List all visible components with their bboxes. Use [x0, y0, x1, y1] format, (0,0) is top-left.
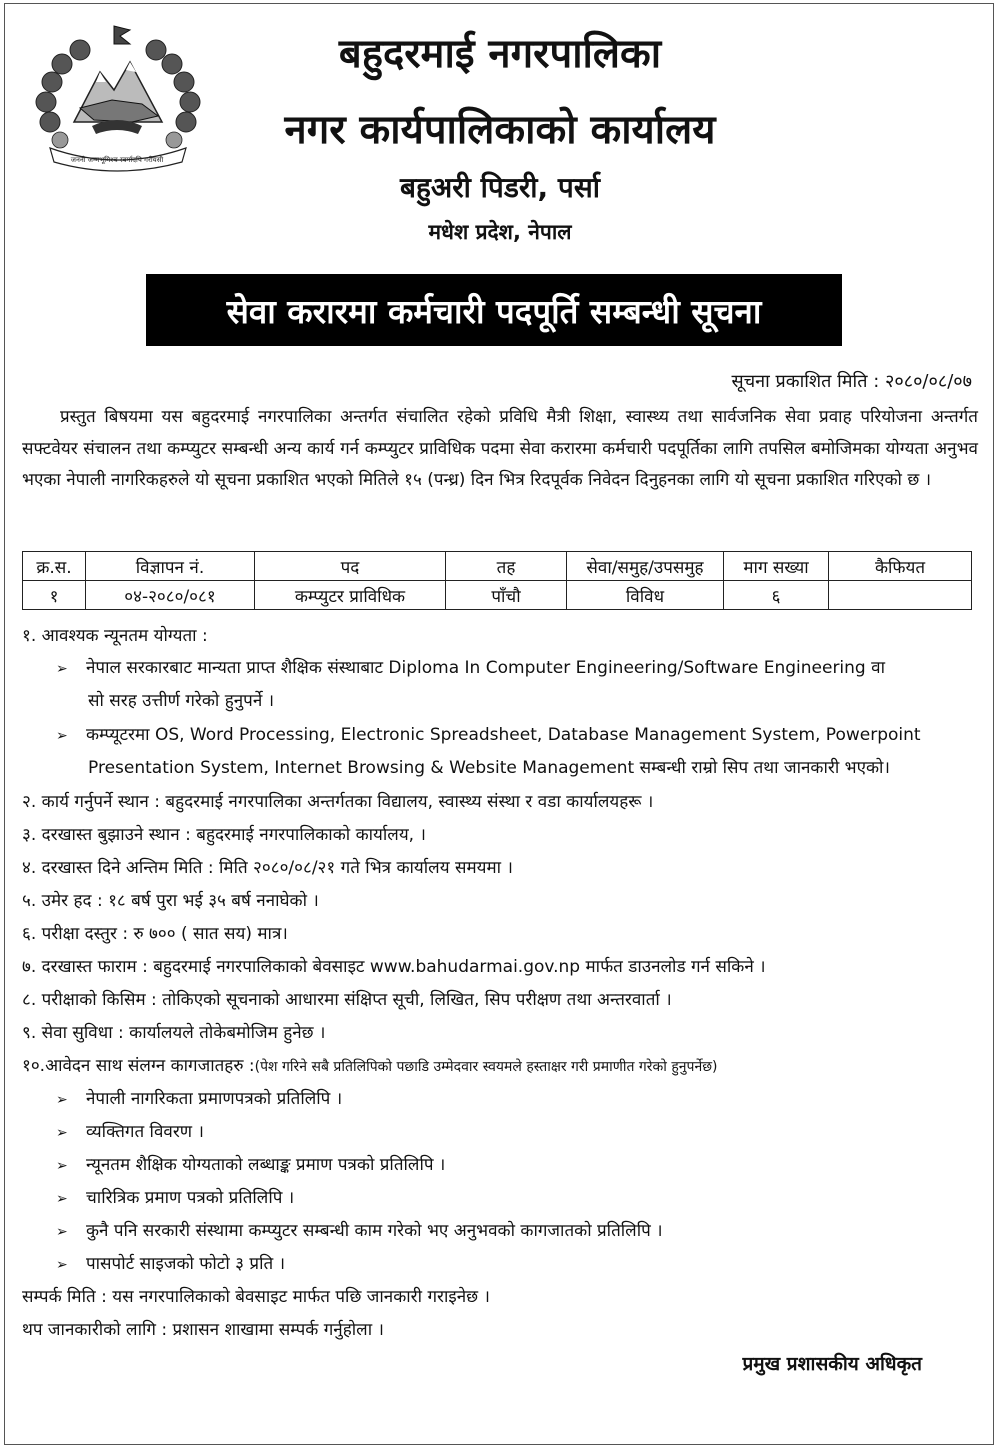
more-info: थप जानकारीको लागि : प्रशासन शाखामा सम्पर्क गर्नुहोला ।: [22, 1320, 384, 1340]
office-address: बहुअरी पिडरी, पर्सा: [399, 171, 600, 204]
cell-post: कम्प्युटर प्राविधिक: [255, 581, 446, 610]
qualification-heading: १. आवश्यक न्यूनतम योग्यता :: [22, 626, 208, 646]
col-demand-count: माग सख्या: [724, 552, 829, 581]
exam-type: ८. परीक्षाको किसिम : तोकिएको सूचनाको आधारमा संक्षिप्त सूची, लिखित, सिप परीक्षण तथा अन्तरवार्ता ।: [22, 990, 672, 1010]
document-item: [56, 1119, 204, 1142]
application-form: ७. दरखास्त फाराम : बहुदरमाई नगरपालिकाको बेवसाइट www.bahudarmai.gov.np मार्फत डाउनलोड गर्न सकिने ।: [22, 957, 766, 977]
notice-title-banner: सेवा करारमा कर्मचारी पदपूर्ति सम्बन्धी सूचना: [146, 274, 842, 346]
col-ad-number: विज्ञापन नं.: [86, 552, 255, 581]
submission-place: ३. दरखास्त बुझाउने स्थान : बहुदरमाई नगरपालिकाको कार्यालय, ।: [22, 825, 426, 845]
qualification-1-continued: सो सरह उत्तीर्ण गरेको हुनुपर्ने ।: [88, 691, 275, 711]
deadline: ४. दरखास्त दिने अन्तिम मिति : मिति २०८०/०८/२१ गते भित्र कार्यालय समयमा ।: [22, 858, 513, 878]
arrow-bullet-icon: ➢: [56, 728, 68, 744]
document-item-text: व्यक्तिगत विवरण ।: [86, 1122, 204, 1142]
vacancy-table: [22, 551, 972, 610]
col-level: तह: [446, 552, 567, 581]
qualification-item-2: [56, 722, 921, 745]
office-name: नगर कार्यपालिकाको कार्यालय: [284, 107, 716, 153]
document-item-text: कुनै पनि सरकारी संस्थामा कम्प्युटर सम्बन्धी काम गरेको भए अनुभवको कागजातको प्रतिलिपि ।: [86, 1221, 663, 1241]
cell-demand-count: ६: [724, 581, 829, 610]
qualification-2-text: कम्प्यूटरमा OS, Word Processing, Electronic Spreadsheet, Database Management System, Powerpoint: [86, 725, 921, 745]
province-country: मधेश प्रदेश, नेपाल: [428, 220, 572, 244]
col-post: पद: [255, 552, 446, 581]
attached-documents-label: १०.आवेदन साथ संलग्न कागजातहरु :: [22, 1056, 255, 1076]
col-service-group: सेवा/समुह/उपसमुह: [567, 552, 724, 581]
table-header-row: [23, 552, 972, 581]
qualification-1-text: नेपाल सरकारबाट मान्यता प्राप्त शैक्षिक संस्थाबाट Diploma In Computer Engineering/Software Engineering वा: [86, 658, 885, 678]
emblem-motto: जननी जन्मभूमिश्च स्वर्गादपि गरीयसी: [70, 156, 164, 164]
document-item-text: नेपाली नागरिकता प्रमाणपत्रको प्रतिलिपि ।: [86, 1089, 343, 1109]
document-item-text: न्यूनतम शैक्षिक योग्यताको लब्धाङ्क प्रमाण पत्रको प्रतिलिपि ।: [86, 1155, 446, 1175]
attached-documents-heading: [22, 1053, 718, 1076]
signatory-title: प्रमुख प्रशासकीय अधिकृत: [742, 1353, 922, 1375]
contact-date: सम्पर्क मिति : यस नगरपालिकाको बेवसाइट मार्फत पछि जानकारी गराइनेछ ।: [22, 1287, 490, 1307]
document-item: [56, 1218, 663, 1241]
document-item: [56, 1185, 294, 1208]
document-item-text: पासपोर्ट साइजको फोटो ३ प्रति ।: [86, 1254, 286, 1274]
cell-level: पाँचौ: [446, 581, 567, 610]
document-item: [56, 1086, 342, 1109]
arrow-bullet-icon: ➢: [56, 1158, 68, 1174]
document-item-text: चारित्रिक प्रमाण पत्रको प्रतिलिपि ।: [86, 1188, 295, 1208]
qualification-2-continued: Presentation System, Internet Browsing & Website Management सम्बन्धी राम्रो सिप तथा जानकारी भएको।: [88, 758, 890, 778]
col-serial: क्र.स.: [23, 552, 86, 581]
document-item: [56, 1152, 445, 1175]
arrow-bullet-icon: ➢: [56, 1224, 68, 1240]
service-benefits: ९. सेवा सुविधा : कार्यालयले तोकेबमोजिम हुनेछ ।: [22, 1023, 326, 1043]
document-item: [56, 1251, 285, 1274]
arrow-bullet-icon: ➢: [56, 1191, 68, 1207]
exam-fee: ६. परीक्षा दस्तुर : रु ७०० ( सात सय) मात्र।: [22, 924, 288, 944]
cell-service-group: विविध: [567, 581, 724, 610]
arrow-bullet-icon: ➢: [56, 1092, 68, 1108]
intro-paragraph: प्रस्तुत बिषयमा यस बहुदरमाई नगरपालिका अन्तर्गत संचालित रहेको प्रविधि मैत्री शिक्षा, स्वास्थ्य तथा सार्वजनिक सेवा प्रवाह परियोजना अन्तर्गत सफ्टवेयर संचालन तथा कम्प्युटर सम्बन्धी अन्य कार्य गर्न कम्प्युटर प्राविधिक पदमा सेवा करारमा कर्मचारी पदपूर्तिका लागि तपसिल बमोजिमका योग्यता अनुभव भएका नेपाली नागरिकहरुले यो सूचना प्रकाशित भएको मितिले १५ (पन्ध्र) दिन भित्र रिदपूर्वक निवेदन दिनुहनका लागि यो सूचना प्रकाशित गरिएको छ ।: [22, 407, 978, 490]
cell-serial: १: [23, 581, 86, 610]
municipality-name: बहुदरमाई नगरपालिका: [338, 31, 662, 77]
table-row: [23, 581, 972, 610]
qualification-item-1: [56, 655, 885, 678]
arrow-bullet-icon: ➢: [56, 1125, 68, 1141]
attached-documents-note: (पेश गरिने सबै प्रतिलिपिको पछाडि उम्मेदवार स्वयमले हस्ताक्षर गरी प्रमाणीत गरेको हुनुपर्नेछ): [254, 1059, 718, 1075]
arrow-bullet-icon: ➢: [56, 1257, 68, 1273]
age-limit: ५. उमेर हद : १८ बर्ष पुरा भई ३५ बर्ष ननाघेको ।: [22, 891, 319, 911]
arrow-bullet-icon: ➢: [56, 661, 68, 677]
col-remarks: कैफियत: [829, 552, 972, 581]
publish-date: सूचना प्रकाशित मिति : २०८०/०८/०७: [731, 371, 972, 392]
work-location: २. कार्य गर्नुपर्ने स्थान : बहुदरमाई नगरपालिका अन्तर्गतका विद्यालय, स्वास्थ्य संस्था र वडा कार्यालयहरू ।: [22, 792, 654, 812]
cell-remarks: [829, 581, 972, 610]
cell-ad-number: ०४-२०८०/०८१: [86, 581, 255, 610]
